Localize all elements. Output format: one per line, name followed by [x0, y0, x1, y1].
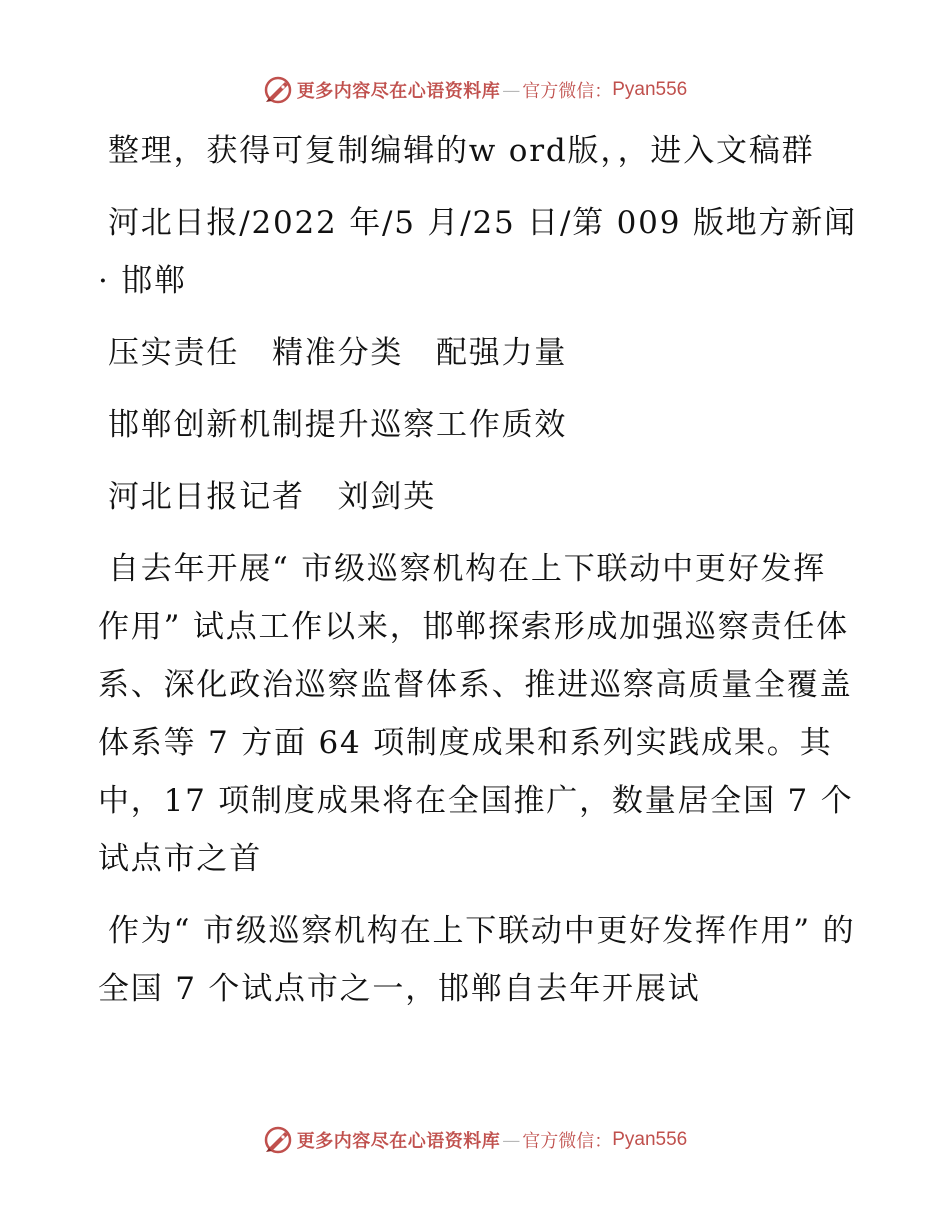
paragraph-headline-2: 邯郸创新机制提升巡察工作质效 [108, 407, 568, 443]
banner-dash: — [502, 1129, 521, 1151]
paragraph-body-1: 自去年开展“ 市级巡察机构在上下联动中更好发挥作用” 试点工作以来，邯郸探索形成加强巡察责任体系、深化政治巡察监督体系、推进巡察高质量全覆盖体系等 7 方面 64 项制度成果和系列实践成果。其中，17 项制度成果将在全国推广，数量居全国 7 个试点市之首 [98, 551, 854, 877]
paragraph-byline: 河北日报记者 刘剑英 [108, 479, 436, 515]
banner-main-text: 更多内容尽在心语资料库 [296, 81, 501, 102]
header-banner [0, 70, 950, 110]
banner-wechat-label: 官方微信： [522, 81, 613, 102]
banner-dash: — [502, 79, 521, 101]
pen-logo-icon [263, 1125, 293, 1155]
banner-wechat-id: Pyan556 [612, 1129, 688, 1150]
paragraph-source: 河北日报/2022 年/5 月/25 日/第 009 版地方新闻· 邯郸 [98, 205, 857, 299]
banner-wechat-label: 官方微信： [522, 1131, 613, 1152]
banner-wechat-id: Pyan556 [612, 79, 688, 100]
paragraph-intro: 整理，获得可复制编辑的w ord版，，进入文稿群 [108, 133, 815, 169]
paragraph-body-2: 作为“ 市级巡察机构在上下联动中更好发挥作用” 的全国 7 个试点市之一，邯郸自去年开展试 [98, 913, 856, 1007]
banner-main-text: 更多内容尽在心语资料库 [296, 1131, 501, 1152]
document-body [98, 122, 858, 1032]
pen-logo-icon [263, 75, 293, 105]
paragraph-headline-1: 压实责任 精准分类 配强力量 [108, 335, 568, 371]
footer-banner [0, 1120, 950, 1160]
